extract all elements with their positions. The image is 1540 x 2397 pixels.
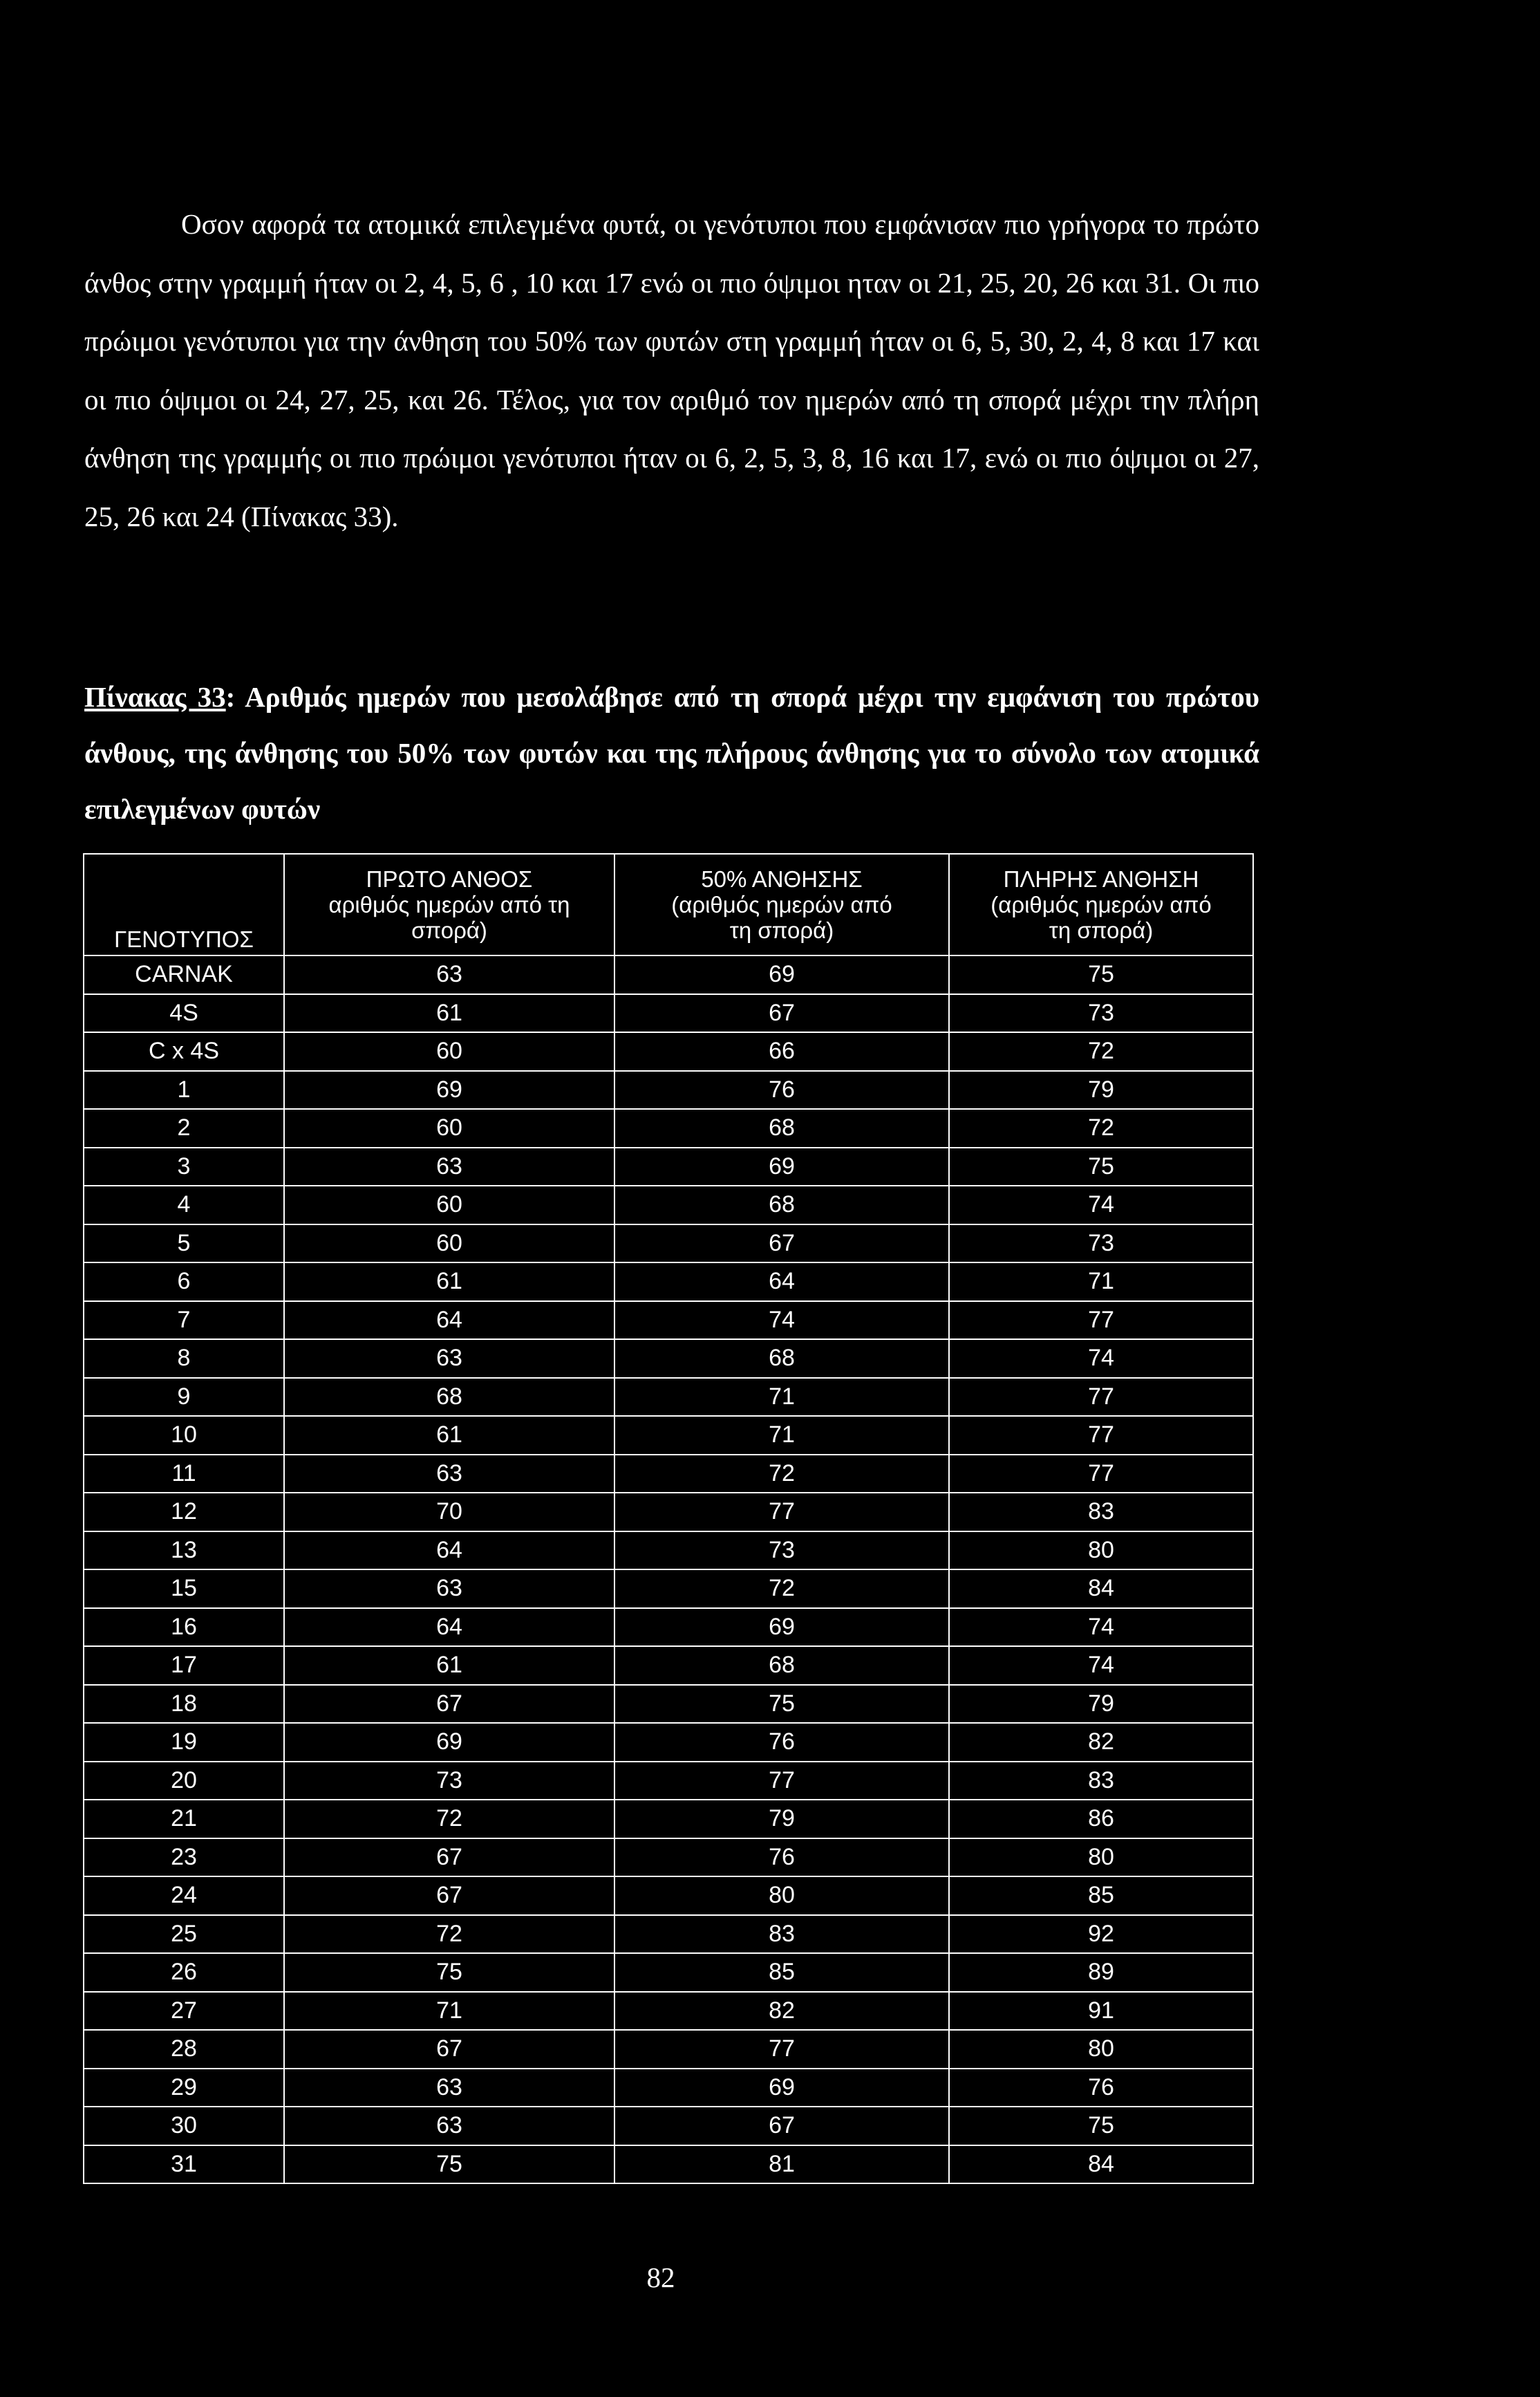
cell-genotype: CARNAK <box>84 955 284 994</box>
cell-genotype: 19 <box>84 1723 284 1762</box>
cell-full-flowering: 77 <box>949 1378 1253 1417</box>
cell-first-flower: 69 <box>284 1723 614 1762</box>
cell-genotype: 25 <box>84 1915 284 1954</box>
cell-first-flower: 61 <box>284 1416 614 1455</box>
cell-50-percent: 82 <box>614 1992 949 2031</box>
table-row <box>84 1915 1253 1954</box>
cell-full-flowering: 72 <box>949 1032 1253 1071</box>
cell-genotype: 11 <box>84 1455 284 1493</box>
cell-50-percent: 79 <box>614 1800 949 1838</box>
table-row <box>84 1493 1253 1531</box>
cell-first-flower: 63 <box>284 2107 614 2145</box>
cell-50-percent: 69 <box>614 955 949 994</box>
cell-full-flowering: 77 <box>949 1301 1253 1340</box>
cell-genotype: 17 <box>84 1646 284 1685</box>
cell-full-flowering: 75 <box>949 1148 1253 1186</box>
table-row <box>84 1608 1253 1647</box>
table-row <box>84 1416 1253 1455</box>
header-50-percent-line-2: (αριθμός ημερών από <box>671 892 892 917</box>
cell-full-flowering: 85 <box>949 1876 1253 1915</box>
cell-full-flowering: 80 <box>949 2030 1253 2069</box>
table-caption <box>84 669 1259 837</box>
table-header-row <box>84 854 1253 955</box>
cell-full-flowering: 84 <box>949 1569 1253 1608</box>
cell-genotype: C x 4S <box>84 1032 284 1071</box>
page-number: 82 <box>646 2261 675 2293</box>
cell-full-flowering: 79 <box>949 1685 1253 1724</box>
cell-first-flower: 61 <box>284 1646 614 1685</box>
cell-genotype: 12 <box>84 1493 284 1531</box>
header-genotype <box>84 854 284 955</box>
cell-full-flowering: 82 <box>949 1723 1253 1762</box>
cell-50-percent: 85 <box>614 1953 949 1992</box>
table-row <box>84 1455 1253 1493</box>
table-row <box>84 2145 1253 2184</box>
table-row <box>84 1224 1253 1263</box>
cell-genotype: 10 <box>84 1416 284 1455</box>
cell-full-flowering: 89 <box>949 1953 1253 1992</box>
cell-genotype: 8 <box>84 1339 284 1378</box>
cell-genotype: 28 <box>84 2030 284 2069</box>
cell-first-flower: 64 <box>284 1531 614 1570</box>
cell-first-flower: 61 <box>284 1262 614 1301</box>
table-row <box>84 1685 1253 1724</box>
cell-genotype: 24 <box>84 1876 284 1915</box>
cell-first-flower: 69 <box>284 1071 614 1110</box>
cell-full-flowering: 71 <box>949 1262 1253 1301</box>
cell-first-flower: 67 <box>284 1838 614 1877</box>
table-row <box>84 1723 1253 1762</box>
cell-genotype: 13 <box>84 1531 284 1570</box>
header-50-percent-flowering <box>614 854 949 955</box>
cell-first-flower: 64 <box>284 1301 614 1340</box>
header-full-flowering-line-2: (αριθμός ημερών από <box>990 892 1212 917</box>
table-row <box>84 1186 1253 1224</box>
cell-first-flower: 61 <box>284 994 614 1033</box>
cell-50-percent: 69 <box>614 1148 949 1186</box>
cell-full-flowering: 92 <box>949 1915 1253 1954</box>
cell-full-flowering: 83 <box>949 1762 1253 1800</box>
header-first-flower <box>284 854 614 955</box>
cell-first-flower: 73 <box>284 1762 614 1800</box>
cell-genotype: 6 <box>84 1262 284 1301</box>
body-paragraph <box>84 195 1259 545</box>
cell-first-flower: 60 <box>284 1224 614 1263</box>
caption-label: Πίνακας 33 <box>84 681 226 713</box>
paragraph-text: Οσον αφορά τα ατομικά επιλεγμένα φυτά, οι γενότυποι που εμφάνισαν πιο γρήγορα το πρώτο άνθος στην γραμμή ήταν οι 2, 4, 5, 6 , 10 και 17 ενώ οι πιο όψιμοι ηταν οι 21, 25, 20, 26 και 31. Οι πιο πρώιμοι γενότυποι για την άνθηση του 50% των φυτών στη γραμμή ήταν οι 6, 5, 30, 2, 4, 8 και 17 και οι πιο όψιμοι οι 24, 27, 25, και 26. Τέλος, για τον αριθμό τον ημερών από τη σπορά μέχρι την πλήρη άνθηση της γραμμής οι πιο πρώιμοι γενότυποι ήταν οι 6, 2, 5, 3, 8, 16 και 17, ενώ οι πιο όψιμοι οι 27, 25, 26 και 24 (Πίνακας 33). <box>84 208 1259 532</box>
cell-first-flower: 64 <box>284 1608 614 1647</box>
cell-50-percent: 71 <box>614 1416 949 1455</box>
cell-full-flowering: 72 <box>949 1109 1253 1148</box>
cell-first-flower: 70 <box>284 1493 614 1531</box>
cell-full-flowering: 84 <box>949 2145 1253 2184</box>
cell-full-flowering: 86 <box>949 1800 1253 1838</box>
table-row <box>84 1032 1253 1071</box>
cell-genotype: 30 <box>84 2107 284 2145</box>
cell-50-percent: 68 <box>614 1339 949 1378</box>
cell-full-flowering: 77 <box>949 1416 1253 1455</box>
cell-full-flowering: 75 <box>949 955 1253 994</box>
cell-full-flowering: 73 <box>949 1224 1253 1263</box>
cell-full-flowering: 77 <box>949 1455 1253 1493</box>
table-row <box>84 2107 1253 2145</box>
cell-50-percent: 66 <box>614 1032 949 1071</box>
cell-first-flower: 63 <box>284 1339 614 1378</box>
table-row <box>84 994 1253 1033</box>
header-full-flowering <box>949 854 1253 955</box>
cell-50-percent: 68 <box>614 1109 949 1148</box>
table-row <box>84 1148 1253 1186</box>
cell-first-flower: 67 <box>284 1876 614 1915</box>
header-50-percent-line-3: τη σπορά) <box>729 917 834 943</box>
table-row <box>84 1876 1253 1915</box>
flowering-table <box>83 853 1254 2184</box>
table-row <box>84 1262 1253 1301</box>
table-row <box>84 1531 1253 1570</box>
cell-first-flower: 63 <box>284 1569 614 1608</box>
cell-full-flowering: 80 <box>949 1838 1253 1877</box>
table-row <box>84 1646 1253 1685</box>
cell-first-flower: 71 <box>284 1992 614 2031</box>
table-row <box>84 2030 1253 2069</box>
cell-genotype: 3 <box>84 1148 284 1186</box>
header-first-flower-line-1: ΠΡΩΤΟ ΑΝΘΟΣ <box>366 866 533 892</box>
cell-genotype: 23 <box>84 1838 284 1877</box>
table-row <box>84 1838 1253 1877</box>
cell-first-flower: 72 <box>284 1915 614 1954</box>
cell-50-percent: 76 <box>614 1071 949 1110</box>
cell-first-flower: 67 <box>284 2030 614 2069</box>
cell-50-percent: 71 <box>614 1378 949 1417</box>
table-row <box>84 1569 1253 1608</box>
cell-full-flowering: 74 <box>949 1608 1253 1647</box>
cell-50-percent: 76 <box>614 1723 949 1762</box>
cell-50-percent: 67 <box>614 2107 949 2145</box>
table-row <box>84 1378 1253 1417</box>
cell-full-flowering: 83 <box>949 1493 1253 1531</box>
cell-full-flowering: 76 <box>949 2069 1253 2107</box>
cell-genotype: 29 <box>84 2069 284 2107</box>
cell-first-flower: 67 <box>284 1685 614 1724</box>
cell-genotype: 21 <box>84 1800 284 1838</box>
table-row <box>84 1301 1253 1340</box>
header-50-percent-line-1: 50% ΑΝΘΗΣΗΣ <box>701 866 863 892</box>
cell-genotype: 4S <box>84 994 284 1033</box>
cell-50-percent: 64 <box>614 1262 949 1301</box>
cell-genotype: 31 <box>84 2145 284 2184</box>
cell-first-flower: 63 <box>284 1455 614 1493</box>
cell-full-flowering: 75 <box>949 2107 1253 2145</box>
cell-first-flower: 75 <box>284 2145 614 2184</box>
caption-text: : Αριθμός ημερών που μεσολάβησε από τη σπορά μέχρι την εμφάνιση του πρώτου άνθους, της άνθησης του 50% των φυτών και της πλήρους άνθησης για το σύνολο των ατομικά επιλεγμένων φυτών <box>84 681 1259 825</box>
cell-50-percent: 80 <box>614 1876 949 1915</box>
cell-50-percent: 72 <box>614 1455 949 1493</box>
cell-50-percent: 77 <box>614 1762 949 1800</box>
cell-50-percent: 73 <box>614 1531 949 1570</box>
cell-first-flower: 63 <box>284 2069 614 2107</box>
table-body <box>84 955 1253 2183</box>
cell-first-flower: 60 <box>284 1109 614 1148</box>
cell-first-flower: 60 <box>284 1186 614 1224</box>
cell-full-flowering: 74 <box>949 1339 1253 1378</box>
table-row <box>84 955 1253 994</box>
table-row <box>84 1339 1253 1378</box>
cell-full-flowering: 80 <box>949 1531 1253 1570</box>
cell-full-flowering: 74 <box>949 1186 1253 1224</box>
table-row <box>84 1800 1253 1838</box>
cell-genotype: 15 <box>84 1569 284 1608</box>
header-genotype-line-1: ΓΕΝΟΤΥΠΟΣ <box>114 926 254 952</box>
table-row <box>84 2069 1253 2107</box>
cell-full-flowering: 91 <box>949 1992 1253 2031</box>
cell-genotype: 16 <box>84 1608 284 1647</box>
cell-50-percent: 77 <box>614 1493 949 1531</box>
cell-50-percent: 67 <box>614 994 949 1033</box>
cell-first-flower: 60 <box>284 1032 614 1071</box>
cell-first-flower: 72 <box>284 1800 614 1838</box>
cell-genotype: 26 <box>84 1953 284 1992</box>
cell-50-percent: 75 <box>614 1685 949 1724</box>
cell-50-percent: 81 <box>614 2145 949 2184</box>
cell-50-percent: 77 <box>614 2030 949 2069</box>
table-row <box>84 1762 1253 1800</box>
cell-first-flower: 63 <box>284 1148 614 1186</box>
cell-genotype: 18 <box>84 1685 284 1724</box>
cell-genotype: 4 <box>84 1186 284 1224</box>
cell-genotype: 20 <box>84 1762 284 1800</box>
cell-50-percent: 69 <box>614 2069 949 2107</box>
cell-full-flowering: 79 <box>949 1071 1253 1110</box>
cell-50-percent: 69 <box>614 1608 949 1647</box>
cell-first-flower: 68 <box>284 1378 614 1417</box>
header-full-flowering-line-1: ΠΛΗΡΗΣ ΑΝΘΗΣΗ <box>1003 866 1199 892</box>
cell-50-percent: 68 <box>614 1646 949 1685</box>
cell-full-flowering: 74 <box>949 1646 1253 1685</box>
cell-50-percent: 74 <box>614 1301 949 1340</box>
cell-50-percent: 67 <box>614 1224 949 1263</box>
header-first-flower-line-3: σπορά) <box>411 917 487 943</box>
cell-50-percent: 83 <box>614 1915 949 1954</box>
cell-50-percent: 72 <box>614 1569 949 1608</box>
cell-first-flower: 75 <box>284 1953 614 1992</box>
table-row <box>84 1992 1253 2031</box>
table-row <box>84 1109 1253 1148</box>
cell-full-flowering: 73 <box>949 994 1253 1033</box>
table-row <box>84 1071 1253 1110</box>
cell-genotype: 27 <box>84 1992 284 2031</box>
header-full-flowering-line-3: τη σπορά) <box>1049 917 1154 943</box>
cell-genotype: 1 <box>84 1071 284 1110</box>
cell-genotype: 7 <box>84 1301 284 1340</box>
cell-first-flower: 63 <box>284 955 614 994</box>
cell-genotype: 9 <box>84 1378 284 1417</box>
table-row <box>84 1953 1253 1992</box>
cell-50-percent: 76 <box>614 1838 949 1877</box>
cell-genotype: 5 <box>84 1224 284 1263</box>
cell-50-percent: 68 <box>614 1186 949 1224</box>
cell-genotype: 2 <box>84 1109 284 1148</box>
header-first-flower-line-2: αριθμός ημερών από τη <box>328 892 570 917</box>
